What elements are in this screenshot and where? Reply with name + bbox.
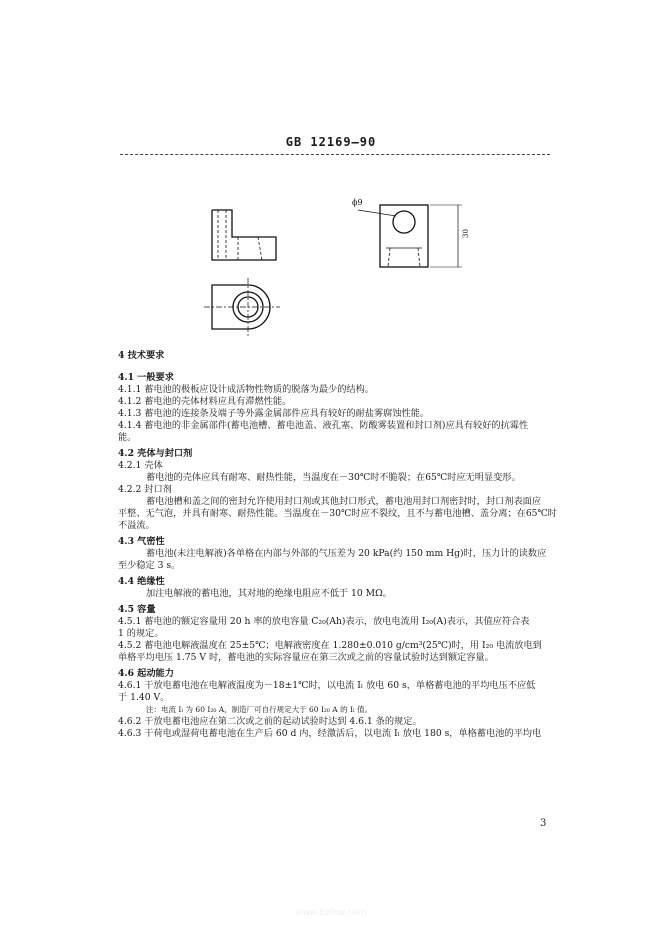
watermark: www.bzfxw.com [295, 908, 367, 918]
text-line: 4.1.4 蓄电池的非金属部件(蓄电池槽、蓄电池盖、液孔塞、防酸雾装置和封口剂)应具有较好的抗霉性 [118, 420, 529, 431]
text-line: 单格平均电压 1.75 V 时，蓄电池的实际容量应在第三次或之前的容量试验时达到额定容量。 [118, 652, 494, 663]
text-line: 4.1.2 蓄电池的壳体材料应具有滞燃性能。 [118, 396, 292, 407]
text-line: 1 的规定。 [118, 628, 164, 639]
text-line: 4.2.2 封口剂 [118, 484, 172, 495]
section-heading: 4.2 壳体与封口剂 [118, 448, 193, 459]
text-line: 4.5.1 蓄电池的额定容量用 20 h 率的放电容量 C₂₀(Ah)表示，放电电流用 I₂₀(A)表示，其值应符合表 [118, 616, 530, 627]
text-line: 4.2.1 壳体 [118, 460, 163, 471]
text-line: 4.1.1 蓄电池的极板应设计成活物性物质的脱落为最少的结构。 [118, 384, 374, 395]
text-line: 蓄电池槽和盖之间的密封允许使用封口剂或其他封口形式，蓄电池用封口剂密封时，封口剂表面应 [146, 496, 542, 507]
text-line: 于 1.40 V。 [118, 692, 170, 703]
text-line: 蓄电池(未注电解液)各单格在内部与外部的气压差为 20 kPa(约 150 mm Hg)时，压力计的读数应 [146, 548, 547, 559]
section-heading: 4.1 一般要求 [118, 372, 174, 383]
standard-header: GB 12169—90 [285, 135, 377, 149]
text-line: 4.1.3 蓄电池的连接条及端子等外露金属部件应具有较好的耐盐雾腐蚀性能。 [118, 408, 430, 419]
text-line: 蓄电池的壳体应具有耐寒、耐热性能，当温度在－30℃时不脆裂；在65℃时应无明显变形。 [146, 472, 521, 483]
page-number: 3 [540, 818, 547, 829]
dimension-label: 30 [462, 229, 470, 238]
text-line: 能。 [118, 432, 137, 443]
document-body [118, 350, 558, 740]
diameter-label: ϕ9 [352, 198, 363, 207]
section-heading: 4.5 容量 [118, 604, 156, 615]
text-line: 平整、无气泡，并具有耐寒、耐热性能。当温度在－30℃时应不裂纹，且不与蓄电池槽、盖分离；在65℃时 [118, 508, 557, 519]
section-heading: 4.6 起动能力 [118, 668, 174, 679]
text-line: 4.6.2 干放电蓄电池应在第二次或之前的起动试验时达到 4.6.1 条的规定。 [118, 716, 422, 727]
figure-left-top [204, 278, 280, 336]
text-line: 4.6.1 干放电蓄电池在电解液温度为－18±1℃时，以电流 Iₗ 放电 60 s，单格蓄电池的平均电压不应低 [118, 680, 536, 691]
text-line: 至少稳定 3 s。 [118, 560, 181, 571]
figure-left-front [212, 210, 276, 260]
technical-figures [0, 0, 662, 350]
section-heading: 4.4 绝缘性 [118, 576, 165, 587]
text-line: 4.6.3 干荷电或湿荷电蓄电池在生产后 60 d 内，经激活后，以电流 Iₗ 放电 180 s，单格蓄电池的平均电 [118, 728, 542, 739]
text-line: 4.5.2 蓄电池电解液温度在 25±5℃；电解液密度在 1.280±0.010 g/cm³(25℃)时，用 I₂₀ 电流放电到 [118, 640, 542, 651]
text-line: 加注电解液的蓄电池，其对地的绝缘电阻应不低于 10 MΩ。 [146, 588, 392, 599]
figure-right-section [358, 205, 462, 267]
section-heading: 4 技术要求 [118, 350, 165, 361]
text-line: 不溢流。 [118, 520, 155, 531]
note-line: 注：电流 Iₗ 为 60 I₂₀ A，制造厂可自行规定大于 60 I₂₀ A 的 Iₗ 值。 [146, 705, 373, 714]
section-heading: 4.3 气密性 [118, 536, 165, 547]
